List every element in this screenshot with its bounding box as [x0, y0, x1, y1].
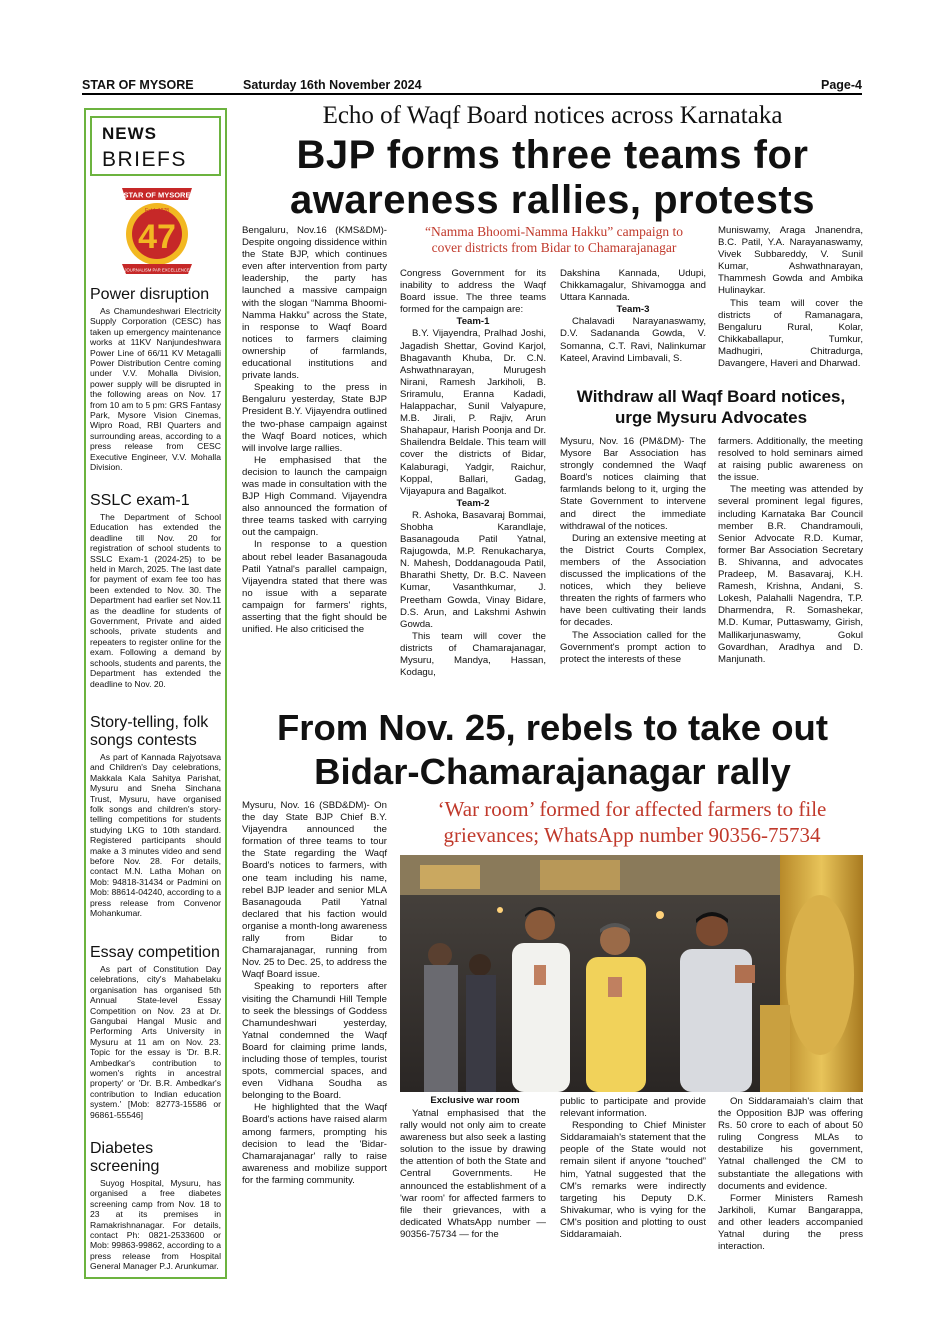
issue-date: Saturday 16th November 2024 — [243, 78, 422, 92]
story1-column-4 — [718, 225, 863, 370]
headline-line: Bidar-Chamarajanagar rally — [314, 751, 791, 792]
story3-column-2 — [400, 1108, 546, 1241]
paragraph: The Association called for the Government's prompt action to protect the interests of these — [560, 629, 706, 665]
paragraph: This team will cover the districts of Ramanagara, Bengaluru Rural, Kolar, Chikkaballapur, Tumkur, Madhugiri, Chitradurga, Davangere, Haveri and Dharwad. — [718, 297, 863, 370]
brief-title: Power disruption — [90, 286, 210, 303]
headline-line: urge Mysuru Advocates — [614, 408, 808, 427]
story2-column-2 — [718, 436, 863, 666]
paragraph: This team will cover the districts of Chamarajanagar, Mysuru, Mandya, Hassan, Kodagu, — [400, 630, 546, 679]
brief-title: Story-telling, folk songs contests — [90, 714, 209, 749]
star-of-mysore-47-logo — [116, 184, 198, 280]
logo-bottom-text: JOURNALISM PAR EXCELLENCE — [124, 267, 190, 273]
brief-power-disruption — [90, 286, 221, 473]
logo-est: Estd. 1978 — [145, 208, 169, 214]
story1-column-2 — [400, 268, 546, 679]
paragraph: On Siddaramaiah's claim that the Opposition BJP was offering Rs. 50 crore to each of about 50 ruling Congress MLAs to destabilize his government, Yatnal challenged the CM to substantiate the allegations with documents and evidence. — [718, 1096, 863, 1192]
photo-caption: Exclusive war room — [430, 1095, 520, 1106]
paragraph: Muniswamy, Araga Jnanendra, B.C. Patil, Y.A. Narayanaswamy, Vivek Subbareddy, V. Sunil Kumar, Ashwathnarayan, Thammesh Gowda and Ambika Hulinaykar. — [718, 225, 863, 297]
story1-column-1 — [242, 225, 387, 636]
news-label: NEWS — [102, 124, 157, 143]
brief-body: The Department of School Education has extended the deadline till Nov. 20 for registration of school students to SSLC Exam-1 (2024-25) to be held in March, 2025. The last date for payment of exam fee too has been extended to Nov. 30. The Department had earlier set Nov.11 as the deadline for students of Government, Private and aided schools, private students and repeaters to register online for the exam. Following a demand by schools, students and parents, the Department has extended the deadline to Nov. 20. — [90, 512, 221, 689]
paragraph: Responding to Chief Minister Siddaramaiah's statement that the people of the State would not remain silent if anyone “touched” him, Yatnal suggested that the CM's remarks were indirectly targeting his Deputy D.K. Shivakumar, who is vying for the CM's position and plotting to oust Siddaramaiah. — [560, 1120, 706, 1241]
paragraph: During an extensive meeting at the District Courts Complex, members of the Association discussed the implications of the notices, which they believe threaten the rights of farmers who have been cultivating their lands for decades. — [560, 532, 706, 629]
paragraph: He emphasised that the decision to launch the campaign was made in consultation with the BJP High Command. Vijayendra also announced the formation of three teams tasked with carrying out the campaign. — [242, 454, 387, 539]
story1-headline — [240, 133, 865, 223]
paragraph: Mysuru, Nov. 16 (SBD&DM)- On the day State BJP Chief B.Y. Vijayendra announced the formation of three teams to tour the State regarding the Waqf Board's notices to farmers, with one team including his name, rebel BJP leader and senior MLA Basanagouda Patil Yatnal declared that his faction would organise a month-long awareness rally from Bidar to Chamarajanagar, running from Nov. 25 to Dec. 25, to address the Waqf Board issue. — [242, 800, 387, 981]
paragraph: Bengaluru, Nov.16 (KMS&DM)- Despite ongoing dissidence within the State BJP, which continues even after intervention from party leadership, the party has launched a massive campaign with the slogan “Namma Bhoomi-Namma Hakku” across the State, in response to Waqf Board notices to farmers claiming ownership of farmlands, educational institutions and private lands. — [242, 225, 387, 382]
paragraph: Chalavadi Narayanaswamy, D.V. Sadananda Gowda, V. Somanna, C.T. Ravi, Nalinkumar Kateel, Aravind Limbavali, S. — [560, 316, 706, 364]
paragraph: Congress Government for its inability to address the Waqf Board issue. The three teams formed for the campaign are: — [400, 268, 546, 316]
story3-column-4 — [718, 1096, 863, 1253]
story1-column-3 — [560, 268, 706, 365]
team-label: Team-3 — [616, 304, 650, 316]
paragraph: Speaking to the press in Bengaluru yesterday, State BJP President B.Y. Vijayendra outlined the two-phase campaign against the Waqf Board notices, which will involve large rallies. — [242, 382, 387, 454]
paragraph: Yatnal emphasised that the rally would not only aim to create awareness but also seek a lasting solution to the issue by drawing the attention of both the State and Central Governments. He announced the establishment of a 'war room' for affected farmers to file their grievances, with a dedicated WhatsApp number — 90356-75734 — for the — [400, 1108, 546, 1240]
subhead-line: cover districts from Bidar to Chamarajanagar — [431, 240, 677, 255]
paragraph: The meeting was attended by several prominent legal figures, including Karnataka Bar Council member B.R. Chandramouli, Senior Advocate R.D. Kumar, former Bar Association Secretary B. Shivanna, and advocates Pradeep, M. Basavaraj, K.H. Ramesh, Krishna, Andani, S. Lokesh, Palahalli Nagendra, T.P. Dharmendra, R. Somashekar, M.D. Kumar, Puttaswamy, Girish, Mallikarjunaswamy, Gokul Govardhan, Aradhya and D. Manjunath. — [718, 484, 863, 665]
paragraph: R. Ashoka, Basavaraj Bommai, Shobha Karandlaje, Basanagouda Patil Yatnal, Rajugowda, M.P. Renukacharya, N. Mahesh, Doddanagouda Patil, Bharathi Shetty, Dr. B.C. Naveen Kumar, Vasanthkumar, J. Preetham Gowda, Vinay Bidare, D.S. Arun, and Lakshmi Ashwin Gowda. — [400, 509, 546, 630]
paragraph: Mysuru, Nov. 16 (PM&DM)- The Mysore Bar Association has strongly condemned the Waqf Board's notices claiming that farmlands belong to it, urging the State Government to intervene and direct the immediate withdrawal of the notices. — [560, 436, 706, 532]
headline-line: From Nov. 25, rebels to take out — [276, 707, 828, 748]
paragraph: B.Y. Vijayendra, Pralhad Joshi, Jagadish Shettar, Govind Karjol, Bhagavanth Khuba, Dr. C.N. Ashwathnarayan, Murugesh Nirani, Ramesh Jarkiholi, B. Sriramulu, Eranna Kadadi, Halappachar, Sunil Valyapure, M.B. Jirali, P. Rajiv, Arun Shahapaur, Harish Poonja and Dr. Shailendra Beldale. This team will cover the districts of Bidar, Kalaburagi, Yadgir, Raichur, Koppal, Ballari, Gadag, Vijayapura and Bagalkot. — [400, 328, 546, 497]
brief-body: As part of Constitution Day celebrations, city's Mahabelaku organisation has organised 5th Annual State-level Essay Competition on Nov. 23 at Dr. Gangubai Hangal Music and Performing Arts University in Mysuru at 11 am on Nov. 23. Topic for the essay is 'Dr. B.R. Ambedkar's contribution to women's rights in ancestral property' or 'Dr. B.R. Ambedkar's contribution to Indian education system.' [Mob: 82773-15586 or 96861-55546] — [90, 964, 221, 1120]
team-label: Team-2 — [456, 497, 490, 509]
brief-title: Essay competition — [90, 944, 220, 961]
team-label: Team-1 — [456, 316, 490, 328]
subhead-line: “Namma Bhoomi-Namma Hakku” campaign to — [425, 224, 683, 239]
page-number: Page-4 — [821, 78, 862, 92]
subhead-line: ‘War room’ formed for affected farmers to file — [437, 797, 827, 821]
story2-headline — [556, 386, 866, 428]
story3-column-3 — [560, 1096, 706, 1241]
paragraph: In response to a question about rebel leader Basanagouda Patil Yatnal's parallel campaign, Vijayendra stated that there was no issue with a separate campaign for farmers' rights, asserting that the fight should be unified. He also criticised the — [242, 539, 387, 636]
paragraph: public to participate and provide relevant information. — [560, 1096, 706, 1120]
brief-essay-competition — [90, 944, 221, 1120]
story2-column-1 — [560, 436, 706, 666]
brief-body: As part of Kannada Rajyotsava and Children's Day celebrations, Makkala Kala Sahitya Parishat, Mysuru and Sneha Sinchana Trust, Mysuru, have organised folk songs and children's story-telling competitions for students studying LKG to 10th standard. Registered participants should make a 3 minutes video and send before Nov. 28. For details, contact M.N. Latha Mohan on Mob: 94818-31434 or Padmini on Mob: 88614-04240, according to a press release from Convenor Mohankumar. — [90, 752, 221, 919]
paragraph: farmers. Additionally, the meeting resolved to hold seminars aimed at raising public awareness on the issue. — [718, 436, 863, 484]
news-briefs-sidebar — [84, 108, 227, 1279]
brief-title: Diabetes screening — [90, 1140, 160, 1175]
brief-body: Suyog Hospital, Mysuru, has organised a free diabetes screening camp from Nov. 18 to 23 at its premises in Ramakrishnanagar. For details, contact Ph: 0821-2533600 or Mob: 99863-99862, according to a press release from Hospital General Manager P.J. Arunkumar. — [90, 1178, 221, 1272]
masthead — [82, 76, 862, 94]
story3-subhead — [398, 796, 866, 848]
briefs-label: BRIEFS — [102, 148, 187, 171]
brief-sslc-exam — [90, 492, 221, 689]
paragraph: Dakshina Kannada, Udupi, Chikkamagalur, Shivamogga and Uttara Kannada. — [560, 268, 706, 304]
brief-body: As Chamundeshwari Electricity Supply Corporation (CESC) has taken up emergency maintenance works at 11KV Nanjundeshwara Power Line of 66/11 KV Metagalli Power Distribution Centre coming under V.V. Mohalla Division, power supply will be disrupted in the following areas on Nov. 17 from 10 am to 5 pm: GRS Fantasy Park, Mysore Vision Cinemas, Wipro Road, RBI Quarters and surrounding areas, according to a press release from CESC Executive Engineer, V.V. Mohalla Division. — [90, 306, 221, 473]
paragraph: Speaking to reporters after visiting the Chamundi Hill Temple to seek the blessings of Goddess Chamundeshwari yesterday, Yatnal condemned the Waqf Board for claiming prime lands, including those of temples, tourist spots, commercial spaces, and even Vidhana Soudha as belonging to the Board. — [242, 981, 387, 1102]
masthead-rule — [82, 93, 862, 95]
story3-column-1 — [242, 800, 387, 1187]
brief-diabetes-screening — [90, 1140, 221, 1272]
headline-line: Withdraw all Waqf Board notices, — [576, 387, 846, 406]
story3-headline — [240, 706, 865, 794]
brief-story-telling — [90, 714, 221, 919]
war-room-photo — [400, 855, 863, 1092]
headline-line: BJP forms three teams for — [296, 133, 809, 177]
story1-subhead — [398, 224, 710, 256]
story1-kicker: Echo of Waqf Board notices across Karnataka — [322, 102, 783, 129]
subhead-line: grievances; WhatsApp number 90356-75734 — [443, 823, 821, 847]
headline-line: awareness rallies, protests — [290, 178, 815, 222]
brief-title: SSLC exam-1 — [90, 492, 190, 509]
logo-number: 47 — [138, 218, 176, 256]
logo-top-text: STAR OF MYSORE — [123, 190, 191, 200]
paragraph: He highlighted that the Waqf Board's actions have raised alarm among farmers, prompting his decision to lead the 'Bidar-Chamarajanagar' rally to raise awareness and mobilize support for the farming community. — [242, 1102, 387, 1186]
paragraph: Former Ministers Ramesh Jarkiholi, Kumar Bangarappa, and other leaders accompanied Yatnal during the press interaction. — [718, 1192, 863, 1253]
news-briefs-box — [90, 116, 221, 176]
paper-name: STAR OF MYSORE — [82, 78, 194, 92]
